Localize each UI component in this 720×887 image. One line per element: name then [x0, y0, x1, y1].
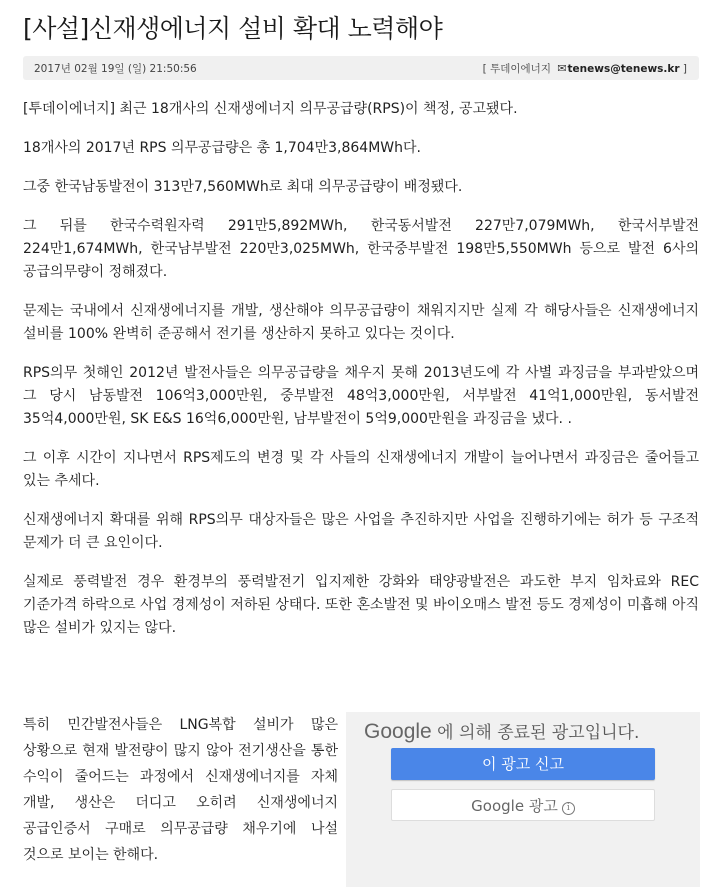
article-body [23, 98, 699, 656]
article-paragraph: 18개사의 2017년 RPS 의무공급량은 총 1,704만3,864MWh다. [23, 140, 421, 156]
article-paragraph: 실제로 풍력발전 경우 환경부의 풍력발전기 입지제한 강화와 태양광발전은 과도한 부지 임차료와 REC 기준가격 하락으로 사업 경제성이 저하된 상태다. 또한 혼소발전 및 바이오매스 발전 등도 경제성이 미흡해 아직 많은 설비가 있지는 않다. [23, 574, 699, 636]
article-date: 2017년 02월 19일 (일) 21:50:56 [34, 63, 197, 75]
article-paragraph: [투데이에너지] 최근 18개사의 신재생에너지 의무공급량(RPS)이 책정, 공고됐다. [23, 101, 518, 117]
article-byline [483, 61, 687, 76]
article-title: [사설]신재생에너지 설비 확대 노력해야 [23, 14, 443, 43]
google-ads-label: Google 광고 [471, 797, 558, 815]
article-paragraph: 그중 한국남동발전이 313만7,560MWh로 최대 의무공급량이 배정됐다. [23, 179, 463, 195]
article-paragraph: 문제는 국내에서 신재생에너지를 개발, 생산해야 의무공급량이 채워지지만 실제 각 해당사들은 신재생에너지 설비를 100% 완벽히 준공해서 전기를 생산하지 못하고 있다는 것이다. [23, 303, 699, 342]
byline-source: [ 투데이에너지 [482, 63, 551, 75]
ad-closed-panel [346, 712, 700, 887]
article-paragraph-wrapped: 특히 민간발전사들은 LNG복합 설비가 많은 상황으로 현재 발전량이 많지 않아 전기생산을 통한 수익이 줄어드는 과정에서 신재생에너지를 자체 개발, 생산은 더디고 오히려 신재생에너지 공급인증서 구매로 의무공급량 채우기에 나설 것으로 보이는 한해다. [23, 717, 338, 863]
report-ad-label: 이 광고 신고 [482, 755, 564, 773]
envelope-icon: ✉ [557, 62, 567, 75]
article-paragraph: RPS의무 첫해인 2012년 발전사들은 의무공급량을 채우지 못해 2013년도에 각 사별 과징금을 부과받았으며 그 당시 남동발전 106억3,000만원, 중부발전 48억3,000만원, 서부발전 41억1,000만원, 동서발전 35억4,000만원, SK E&S 16억6,000만원, 남부발전이 5억9,000만원을 과징금을 냈다. . [23, 365, 699, 427]
byline-email[interactable]: tenews@tenews.kr [567, 63, 680, 75]
byline-close: ] [679, 63, 687, 75]
info-icon: i [562, 802, 575, 815]
article-paragraph: 그 뒤를 한국수력원자력 291만5,892MWh, 한국동서발전 227만7,079MWh, 한국서부발전 224만1,674MWh, 한국남부발전 220만3,025MWh, 한국중부발전 198만5,550MWh 등으로 발전 6사의 공급의무량이 정해졌다. [23, 218, 699, 280]
ad-closed-text: 에 의해 종료된 광고입니다. [431, 723, 640, 743]
google-ads-button[interactable] [391, 789, 655, 821]
google-logo: Google [364, 720, 432, 743]
ad-closed-message [364, 718, 639, 744]
article-paragraph: 신재생에너지 확대를 위해 RPS의무 대상자들은 많은 사업을 추진하지만 사업을 진행하기에는 허가 등 구조적 문제가 더 큰 요인이다. [23, 512, 699, 551]
article-meta-bar [23, 56, 699, 80]
article-paragraph: 그 이후 시간이 지나면서 RPS제도의 변경 및 각 사들의 신재생에너지 개발이 늘어나면서 과징금은 줄어들고 있는 추세다. [23, 450, 699, 489]
report-ad-button[interactable] [391, 748, 655, 780]
